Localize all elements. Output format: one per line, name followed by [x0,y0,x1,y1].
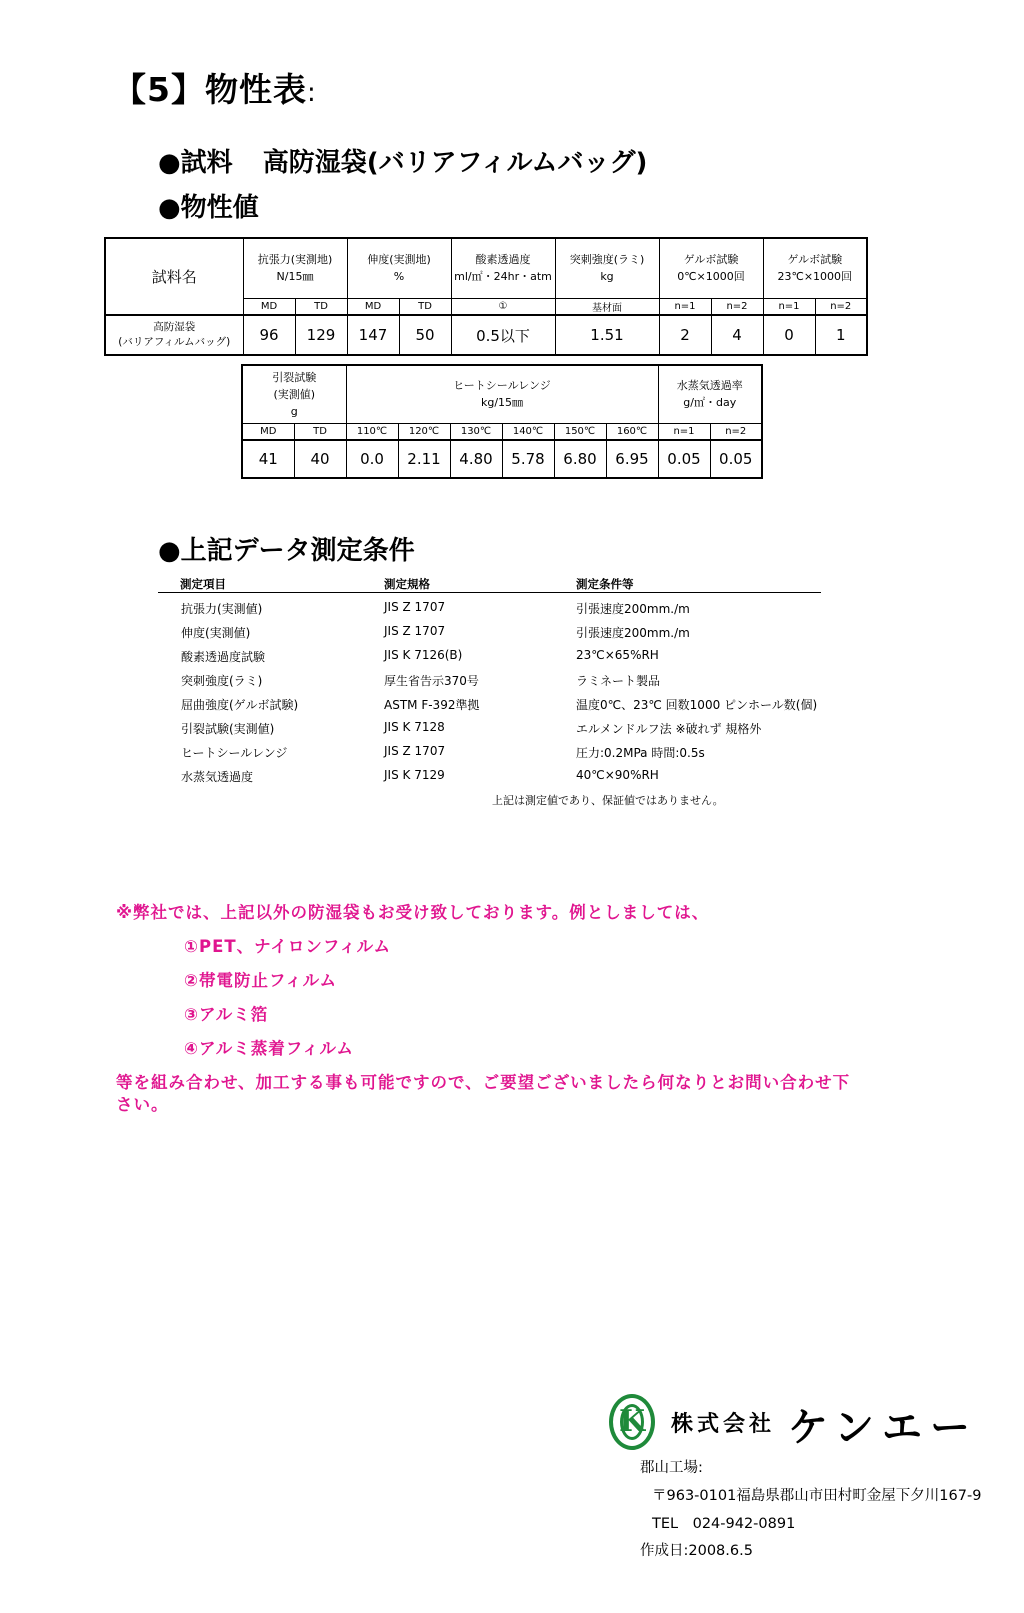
sample-name: 高防湿袋(バリアフィルムバッグ) [262,148,648,178]
company-logo-letter: K [618,1404,646,1439]
condition-standard: JIS K 7129 [384,768,445,782]
sub-header: MD [242,423,294,440]
heat-seal-header: ヒートシールレンジ kg/15㎜ [346,365,658,423]
gelbo-0c-header: ゲルボ試験 0℃×1000回 [659,238,763,298]
sub-header: 140℃ [502,423,554,440]
condition-standard: JIS Z 1707 [384,600,446,614]
table-cell: 2 [659,315,711,355]
promo-intro: ※弊社では、上記以外の防湿袋もお受け致しております。例としましては、 [116,903,710,922]
sub-header: TD [295,298,347,315]
company-type: 株式会社 [671,1412,776,1437]
condition-item: 屈曲強度(ゲルボ試験) [181,698,299,712]
table-cell: 5.78 [502,440,554,478]
promo-item: ①PET、ナイロンフィルム [184,937,391,956]
factory-label: 郡山工場: [640,1460,703,1476]
disclaimer-note: 上記は測定値であり、保証値ではありません。 [492,794,724,807]
sub-header: 120℃ [398,423,450,440]
condition-standard: JIS K 7126(B) [384,648,463,662]
condition-notes: 引張速度200mm./m [576,626,690,640]
puncture-header: 突刺強度(ラミ) kg [555,238,659,298]
conditions-header-notes: 測定条件等 [576,577,634,591]
table-cell: 1.51 [555,315,659,355]
condition-item: 引裂試験(実測値) [181,722,275,736]
conditions-header-standard: 測定規格 [384,577,430,591]
condition-notes: 圧力:0.2MPa 時間:0.5s [576,746,705,760]
sub-header: 基材面 [555,298,659,315]
sub-header: n=1 [658,423,710,440]
conditions-divider [158,592,821,593]
condition-notes: ラミネート製品 [576,674,661,688]
company-address: 〒963-0101福島県郡山市田村町金屋下夕川167-9 [652,1488,982,1504]
sub-header: 130℃ [450,423,502,440]
gelbo-23c-header: ゲルボ試験 23℃×1000回 [763,238,867,298]
table-cell: 0.5以下 [451,315,555,355]
sub-header: MD [243,298,295,315]
promo-item: ③アルミ箔 [184,1005,269,1024]
sub-header: n=2 [710,423,762,440]
promo-item: ④アルミ蒸着フィルム [184,1039,354,1058]
condition-standard: JIS Z 1707 [384,624,446,638]
conditions-heading: ●上記データ測定条件 [158,536,415,566]
condition-item: 水蒸気透過度 [181,770,254,784]
elongation-header: 伸度(実測地) % [347,238,451,298]
sub-header: n=2 [815,298,867,315]
table-cell: 96 [243,315,295,355]
sub-header: TD [399,298,451,315]
table-cell: 0.05 [658,440,710,478]
sub-header: n=2 [711,298,763,315]
page-title: 【5】物性表: [113,70,317,109]
table-cell: 0.0 [346,440,398,478]
condition-item: 抗張力(実測値) [181,602,263,616]
condition-item: 伸度(実測値) [181,626,251,640]
table-cell: 6.95 [606,440,658,478]
sample-heading [158,142,647,179]
properties-table-2 [241,364,763,479]
sub-header: MD [347,298,399,315]
condition-notes: 引張速度200mm./m [576,602,690,616]
condition-notes: 温度0℃、23℃ 回数1000 ピンホール数(個) [576,698,818,712]
table-cell: 147 [347,315,399,355]
company-name: ケンエー [788,1405,978,1451]
sub-header: 160℃ [606,423,658,440]
sub-header: 110℃ [346,423,398,440]
sub-header: n=1 [763,298,815,315]
table-cell: 129 [295,315,347,355]
tensile-header: 抗張力(実測地) N/15㎜ [243,238,347,298]
condition-notes: 40℃×90%RH [576,768,659,782]
properties-heading: ●物性値 [158,193,259,223]
promo-outro-cont: さい。 [116,1095,169,1114]
condition-standard: ASTM F-392準拠 [384,698,480,712]
condition-notes: 23℃×65%RH [576,648,659,662]
condition-item: ヒートシールレンジ [181,746,288,760]
condition-item: 酸素透過度試験 [181,650,266,664]
table-cell: 40 [294,440,346,478]
table-cell: 4.80 [450,440,502,478]
table-cell: 4 [711,315,763,355]
tear-header: 引裂試験 (実測値) g [242,365,346,423]
table-cell: 6.80 [554,440,606,478]
oxygen-header: 酸素透過度 ml/㎡・24hr・atm [451,238,555,298]
condition-notes: エルメンドルフ法 ※破れず 規格外 [576,722,762,736]
properties-table-1 [104,237,868,356]
sample-name-header: 試料名 [105,238,243,315]
table-cell: 0 [763,315,815,355]
promo-item: ②帯電防止フィルム [184,971,337,990]
sample-label: ●試料 [158,148,233,178]
condition-standard: JIS Z 1707 [384,744,446,758]
conditions-header-item: 測定項目 [180,577,226,591]
condition-item: 突刺強度(ラミ) [181,674,263,688]
company-logo [609,1394,655,1450]
table-cell: 0.05 [710,440,762,478]
sub-header: 150℃ [554,423,606,440]
promo-outro: 等を組み合わせ、加工する事も可能ですので、ご要望ございましたら何なりとお問い合わせ下 [116,1073,851,1092]
table-cell: 2.11 [398,440,450,478]
table-cell: 1 [815,315,867,355]
condition-standard: JIS K 7128 [384,720,445,734]
table-cell: 41 [242,440,294,478]
wvtr-header: 水蒸気透過率 g/㎡・day [658,365,762,423]
sample-row-name: 高防湿袋 (バリアフィルムバッグ) [105,315,243,355]
sub-header: ① [451,298,555,315]
table-cell: 50 [399,315,451,355]
company-tel: TEL 024-942-0891 [652,1516,796,1532]
condition-standard: 厚生省告示370号 [384,674,479,688]
sub-header: n=1 [659,298,711,315]
sub-header: TD [294,423,346,440]
created-date: 作成日:2008.6.5 [640,1543,753,1559]
